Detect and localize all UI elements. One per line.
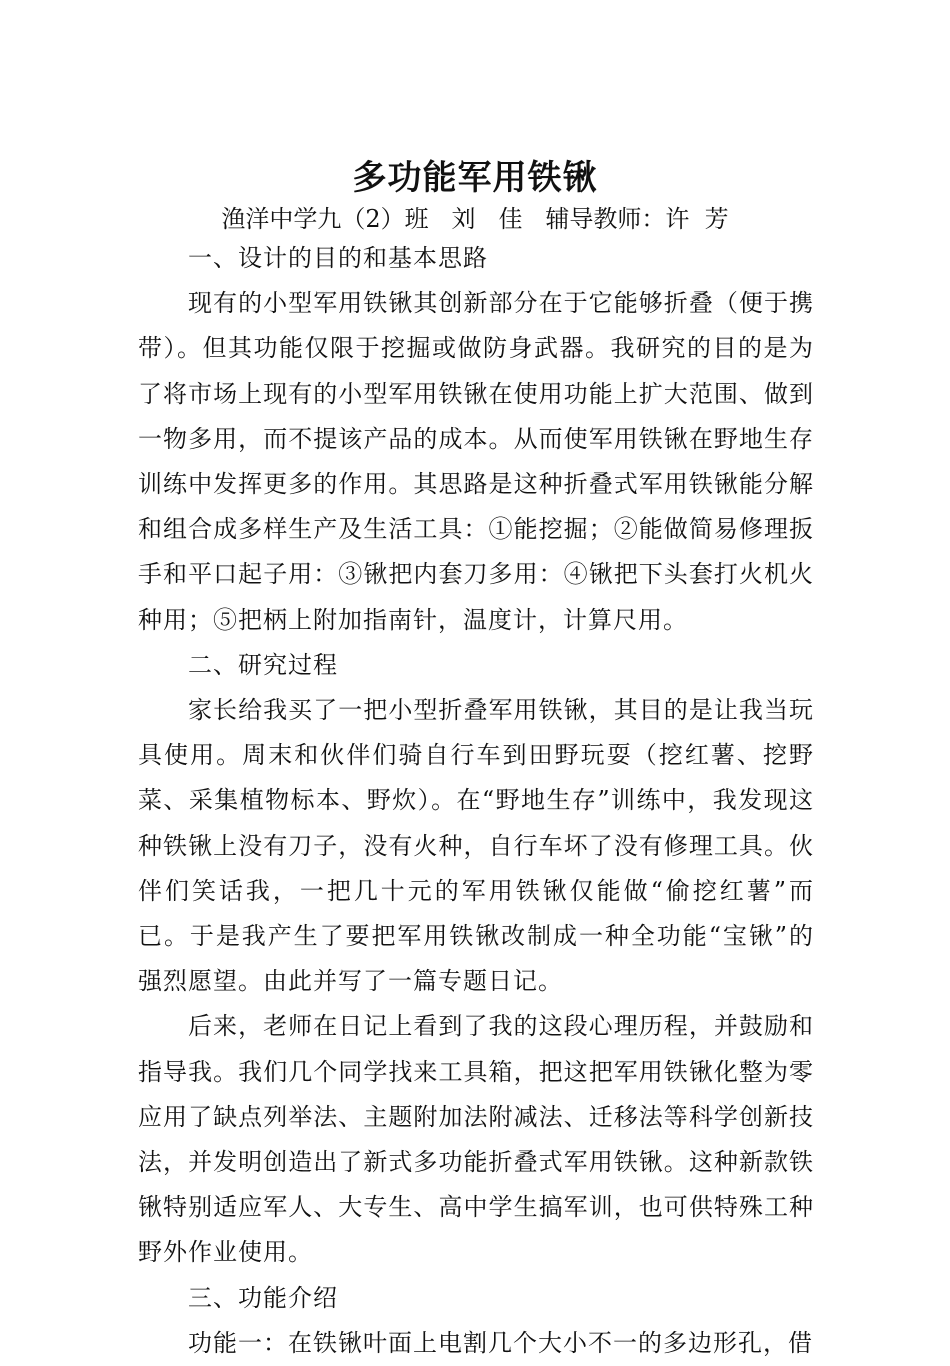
author-line: 渔洋中学九（2）班 刘 佳 辅导教师：许 芳: [221, 205, 729, 233]
section2-heading: 二、研究过程: [188, 650, 338, 679]
document-body: [138, 236, 814, 1366]
section2-paragraph-1: 家长给我买了一把小型折叠军用铁锹，其目的是让我当玩具使用。周末和伙伴们骑自行车到田野玩耍（挖红薯、挖野菜、采集植物标本、野炊）。在“野地生存”训练中，我发现这种铁锹上没有刀子，没有火种，自行车坏了没有修理工具。伙伴们笑话我，一把几十元的军用铁锹仅能做“偷挖红薯”而已。于是我产生了要把军用铁锹改制成一种全功能“宝锹”的强烈愿望。由此并写了一篇专题日记。: [138, 696, 814, 996]
document-title: 多功能军用铁锹: [352, 158, 598, 198]
section3-paragraph: 功能一：在铁锹叶面上电割几个大小不一的多边形孔，借: [188, 1328, 813, 1357]
section1-paragraph: 现有的小型军用铁锹其创新部分在于它能够折叠（便于携带）。但其功能仅限于挖掘或做防身武器。我研究的目的是为了将市场上现有的小型军用铁锹在使用功能上扩大范围、做到一物多用，而不提该产品的成本。从而使军用铁锹在野地生存训练中发挥更多的作用。其思路是这种折叠式军用铁锹能分解和组合成多样生产及生活工具：①能挖掘；②能做简易修理扳手和平口起子用：③锹把内套刀多用：④锹把下头套打火机火种用；⑤把柄上附加指南针，温度计，计算尺用。: [138, 289, 814, 634]
section2-paragraph-2: 后来，老师在日记上看到了我的这段心理历程，并鼓励和指导我。我们几个同学找来工具箱，把这把军用铁锹化整为零应用了缺点列举法、主题附加法附减法、迁移法等科学创新技法，并发明创造出了新式多功能折叠式军用铁锹。这种新款铁锹特别适应军人、大专生、高中学生搞军训，也可供特殊工种野外作业使用。: [138, 1012, 814, 1267]
section1-heading: 一、设计的目的和基本思路: [188, 244, 488, 272]
section3-heading: 三、功能介绍: [188, 1283, 338, 1312]
